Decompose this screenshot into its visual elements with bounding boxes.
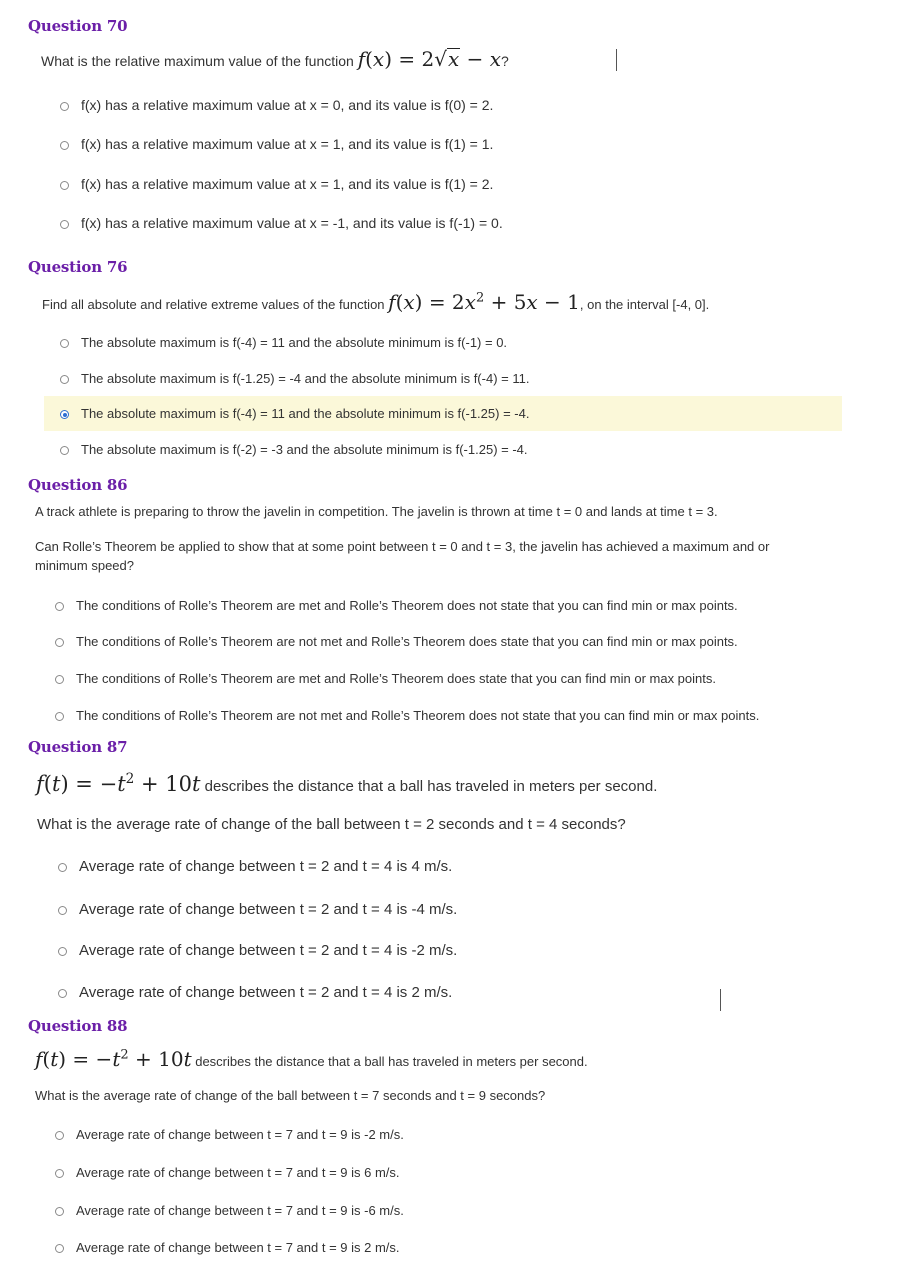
radio-button[interactable] [58,989,67,998]
option-label: The conditions of Rolle’s Theorem are not met and Rolle’s Theorem does state that you can find min or max points. [76,634,738,649]
question-88-title: Question 88 [28,1017,128,1035]
radio-button[interactable] [60,181,69,190]
prompt-text: describes the distance that a ball has traveled in meters per second. [200,778,658,795]
radio-button[interactable] [60,446,69,455]
question-87-title: Question 87 [28,738,128,756]
q86-option-1[interactable] [55,598,738,613]
option-label: Average rate of change between t = 2 and t = 4 is 4 m/s. [79,858,453,875]
q76-option-2[interactable] [60,371,529,386]
question-88-prompt [35,1047,588,1071]
q70-option-3[interactable] [60,176,493,192]
text-cursor [616,49,617,71]
radio-button-selected[interactable] [60,410,69,419]
q86-option-4[interactable] [55,708,759,723]
prompt-text: Find all absolute and relative extreme values of the function [42,297,389,312]
option-label: f(x) has a relative maximum value at x = 1, and its value is f(1) = 2. [81,176,494,192]
question-86-question-line2: minimum speed? [35,558,134,573]
function-formula: $f(x) = 2x^2 + 5x - 1$ [388,290,580,314]
question-87-prompt [36,771,657,796]
q87-option-4[interactable] [58,984,452,1001]
q88-option-4[interactable] [55,1240,400,1255]
option-label: Average rate of change between t = 7 and t = 9 is -6 m/s. [76,1203,404,1218]
q76-option-4[interactable] [60,442,528,457]
radio-button[interactable] [55,1169,64,1178]
question-86-prompt: A track athlete is preparing to throw the javelin in competition. The javelin is thrown at time t = 0 and lands at time t = 3. [35,504,718,519]
question-87-question: What is the average rate of change of the ball between t = 2 seconds and t = 4 seconds? [37,816,626,833]
question-70-title: Question 70 [28,17,128,35]
q87-option-2[interactable] [58,901,457,918]
question-88-question: What is the average rate of change of the ball between t = 7 seconds and t = 9 seconds? [35,1088,546,1103]
q88-option-1[interactable] [55,1127,404,1142]
option-label: The absolute maximum is f(-2) = -3 and the absolute minimum is f(-1.25) = -4. [81,442,528,457]
radio-button[interactable] [55,1244,64,1253]
prompt-suffix: , on the interval [-4, 0]. [579,297,710,312]
q76-option-1[interactable] [60,335,507,350]
q86-option-2[interactable] [55,634,738,649]
radio-button[interactable] [55,638,64,647]
radio-button[interactable] [60,102,69,111]
option-label: f(x) has a relative maximum value at x = 1, and its value is f(1) = 1. [81,136,494,152]
option-label: f(x) has a relative maximum value at x = 0, and its value is f(0) = 2. [81,97,494,113]
question-70-prompt [41,47,509,71]
radio-button[interactable] [60,220,69,229]
radio-button[interactable] [58,863,67,872]
q76-option-3[interactable] [60,406,529,421]
option-label: The conditions of Rolle’s Theorem are not met and Rolle’s Theorem does not state that you can find min or max points. [76,708,760,723]
q88-option-3[interactable] [55,1203,404,1218]
question-86-title: Question 86 [28,476,128,494]
radio-button[interactable] [60,375,69,384]
prompt-suffix: ? [501,53,509,69]
radio-button[interactable] [55,675,64,684]
radio-button[interactable] [55,1131,64,1140]
radio-button[interactable] [60,141,69,150]
option-label: Average rate of change between t = 7 and t = 9 is -2 m/s. [76,1127,404,1142]
function-formula: f(x) = 2√x − x [357,47,501,71]
q86-option-3[interactable] [55,671,716,686]
radio-button[interactable] [60,339,69,348]
radio-button[interactable] [55,712,64,721]
function-formula: $f(t) = -t^2 + 10t$ [36,771,201,796]
text-cursor [720,989,721,1011]
question-76-prompt [42,290,709,314]
prompt-text: What is the relative maximum value of the function [41,53,358,69]
option-label: Average rate of change between t = 2 and t = 4 is -4 m/s. [79,901,458,918]
option-label: The absolute maximum is f(-4) = 11 and the absolute minimum is f(-1) = 0. [81,335,508,350]
q70-option-4[interactable] [60,215,503,231]
radio-button[interactable] [58,947,67,956]
option-label: Average rate of change between t = 2 and t = 4 is 2 m/s. [79,984,453,1001]
radio-button[interactable] [55,1207,64,1216]
function-formula: $f(t) = -t^2 + 10t$ [35,1047,192,1071]
prompt-text: describes the distance that a ball has traveled in meters per second. [191,1054,588,1069]
q87-option-1[interactable] [58,858,452,875]
option-label: f(x) has a relative maximum value at x = -1, and its value is f(-1) = 0. [81,215,503,231]
option-label: The absolute maximum is f(-1.25) = -4 and the absolute minimum is f(-4) = 11. [81,371,530,386]
q88-option-2[interactable] [55,1165,400,1180]
q70-option-1[interactable] [60,97,493,113]
q87-option-3[interactable] [58,942,457,959]
option-label: The conditions of Rolle’s Theorem are met and Rolle’s Theorem does not state that you can find min or max points. [76,598,738,613]
q70-option-2[interactable] [60,136,493,152]
option-label: The conditions of Rolle’s Theorem are met and Rolle’s Theorem does state that you can find min or max points. [76,671,716,686]
radio-button[interactable] [58,906,67,915]
option-label: Average rate of change between t = 7 and t = 9 is 6 m/s. [76,1165,400,1180]
question-86-question-line1: Can Rolle’s Theorem be applied to show that at some point between t = 0 and t = 3, the javelin has achieved a maximum and or [35,539,770,554]
question-76-title: Question 76 [28,258,128,276]
radio-button[interactable] [55,602,64,611]
option-label: Average rate of change between t = 2 and t = 4 is -2 m/s. [79,942,458,959]
option-label: Average rate of change between t = 7 and t = 9 is 2 m/s. [76,1240,400,1255]
option-label: The absolute maximum is f(-4) = 11 and the absolute minimum is f(-1.25) = -4. [81,406,530,421]
